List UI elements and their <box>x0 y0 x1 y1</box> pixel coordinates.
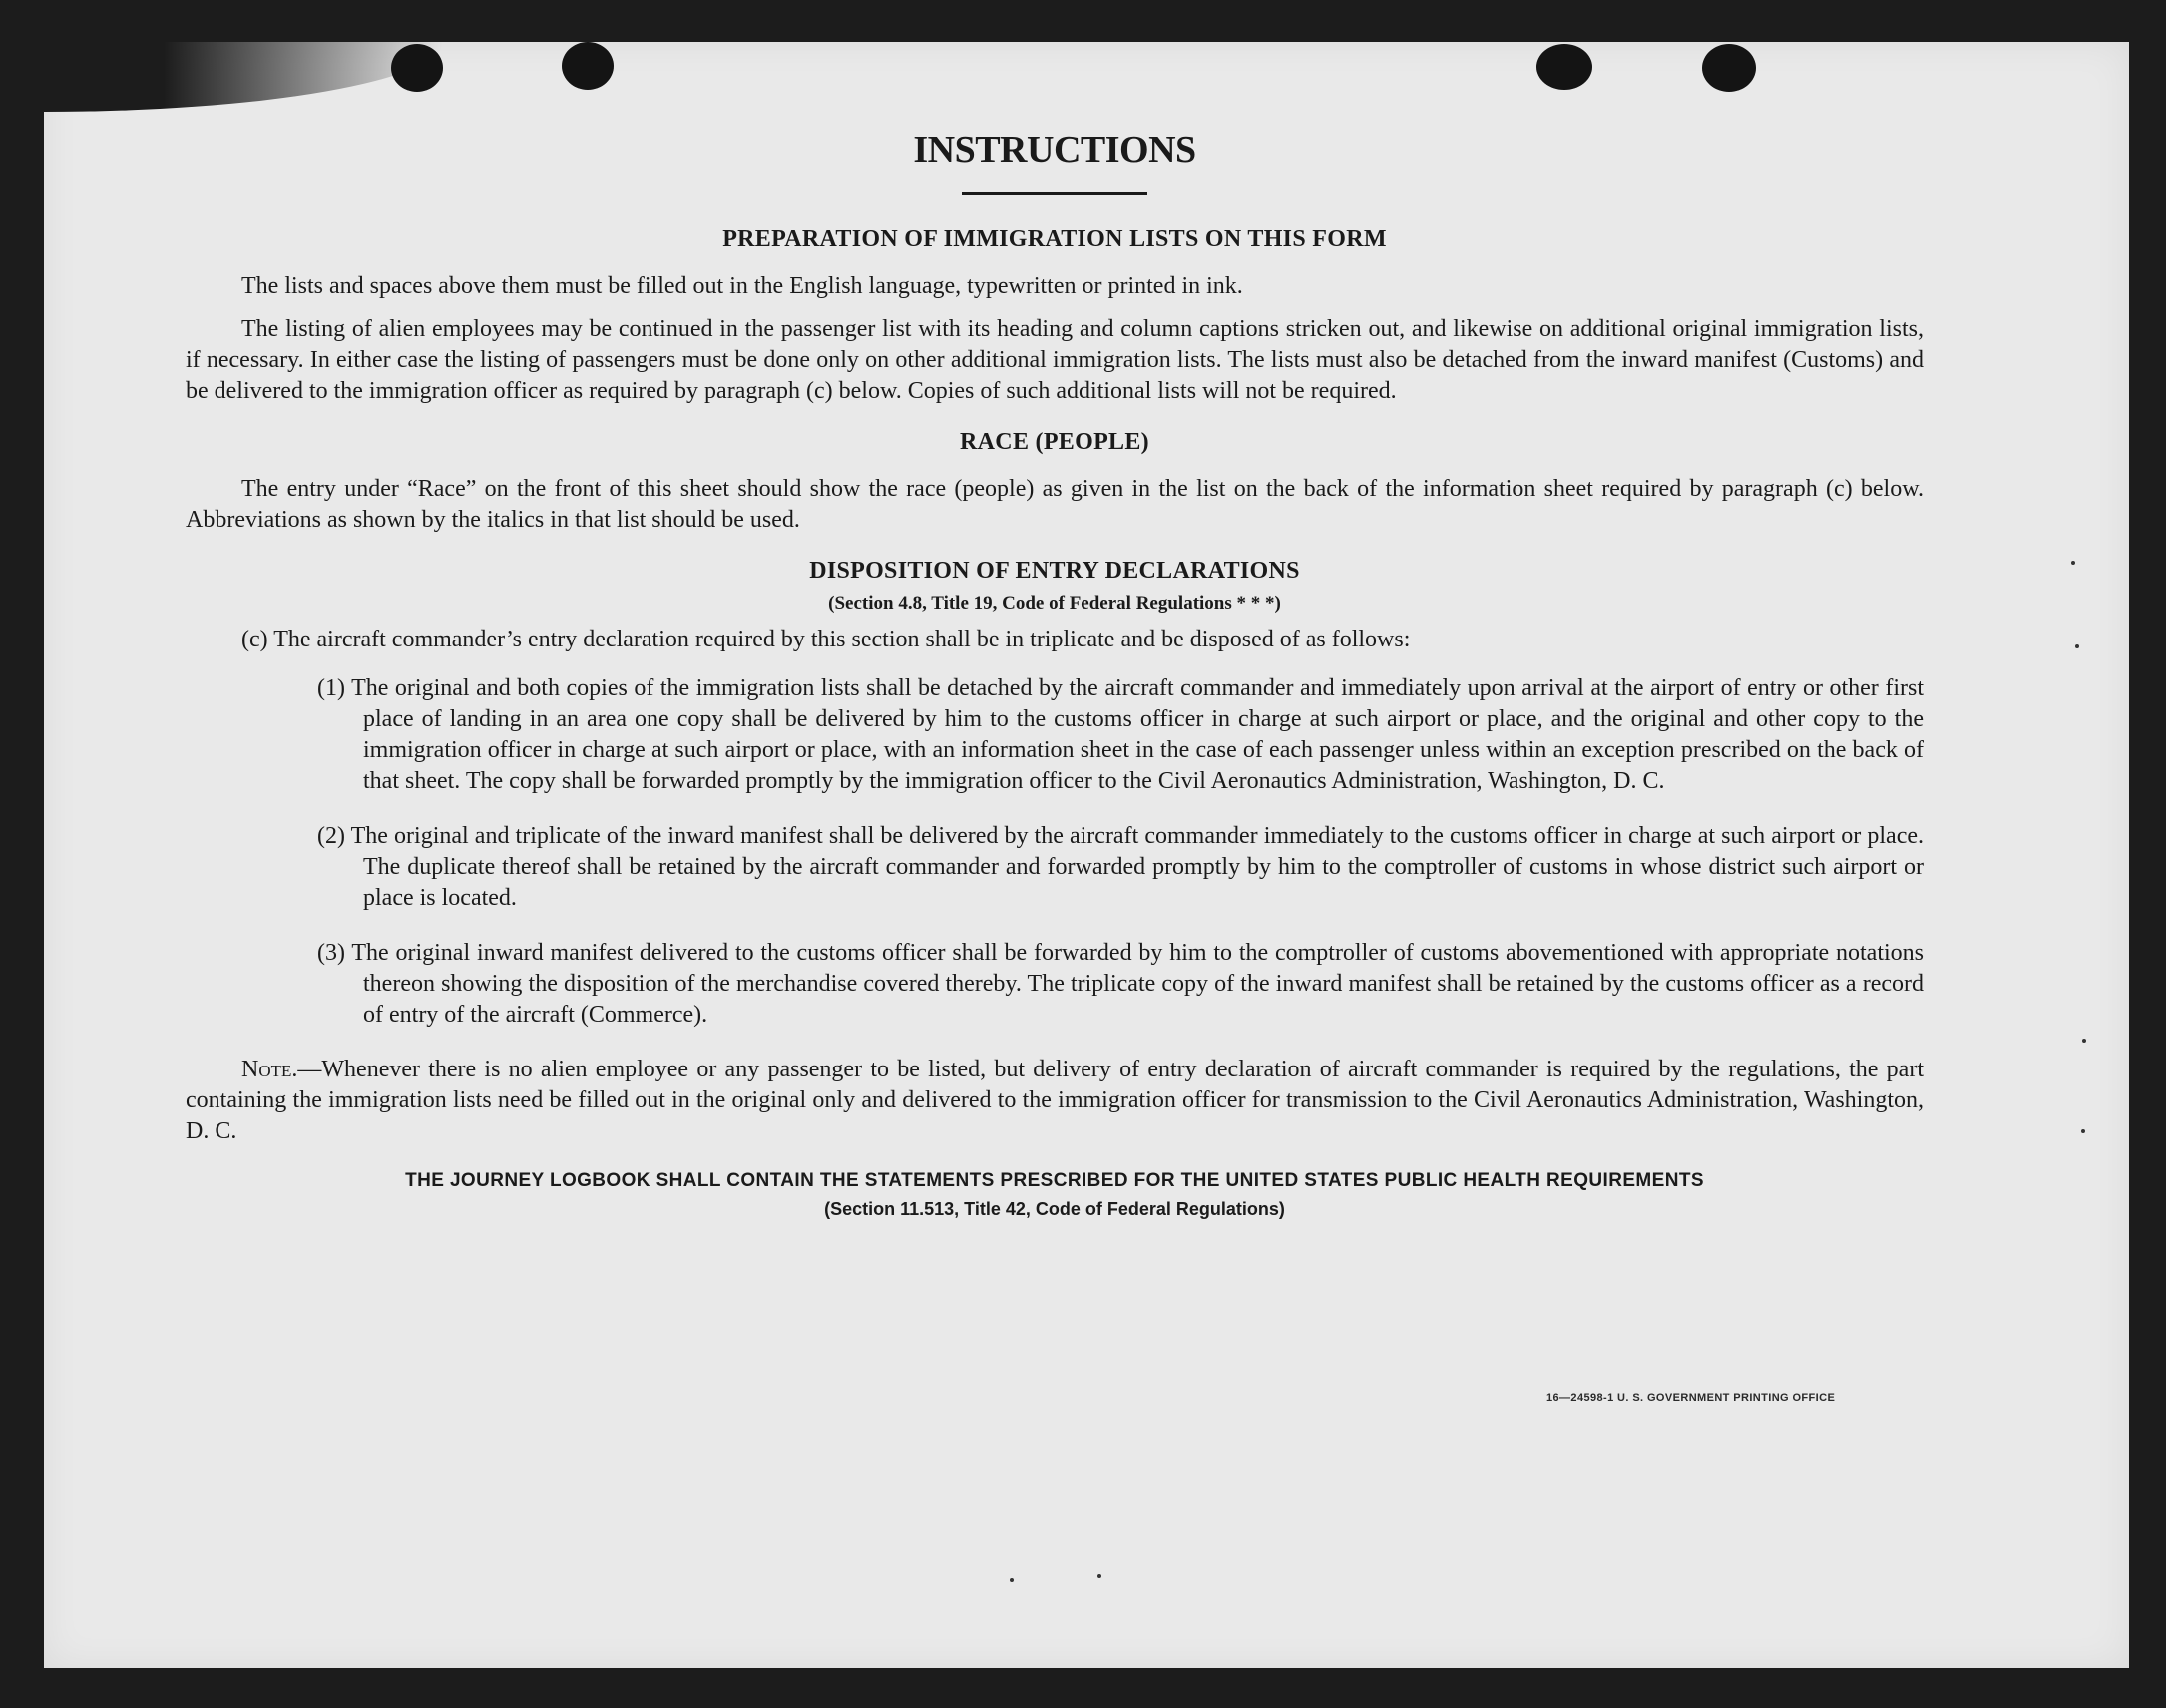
disposition-intro: (c) The aircraft commander’s entry declaration required by this section shall be in triplicate and be disposed of as follows: <box>241 626 1411 652</box>
disposition-citation: (Section 4.8, Title 19, Code of Federal Regulations * * *) <box>828 592 1281 614</box>
disposition-item-3: (3) The original inward manifest delivered to the customs officer shall be forwarded by him to the comptroller of customs abovementioned with appropriate notations thereon showing the disposition of the merchandise covered thereby. The triplicate copy of the inward manifest shall be retained by the customs officer as a record of entry of the aircraft (Commerce). <box>317 939 1924 1028</box>
speck <box>1097 1574 1101 1578</box>
printing-office-code: 16—24598-1 U. S. GOVERNMENT PRINTING OFFICE <box>1546 1392 1836 1404</box>
punch-hole-4 <box>1702 44 1756 92</box>
punch-hole-3 <box>1536 44 1592 90</box>
punch-hole-1 <box>391 44 443 92</box>
note-text: —Whenever there is no alien employee or any passenger to be listed, but delivery of entry declaration of aircraft commander is required by the regulations, the part containing the immigration lists need be filled out in the original only and delivered to the immigration officer for transmission to the Civil Aeronautics Administration, Washington, D. C. <box>186 1056 1924 1144</box>
note-paragraph <box>186 1055 1924 1147</box>
punch-hole-2 <box>562 42 614 90</box>
speck <box>2075 644 2079 648</box>
page-title: INSTRUCTIONS <box>913 129 1196 171</box>
health-requirements-line: THE JOURNEY LOGBOOK SHALL CONTAIN THE STATEMENTS PRESCRIBED FOR THE UNITED STATES PUBLIC HEALTH REQUIREMENTS <box>405 1169 1704 1191</box>
race-paragraph: The entry under “Race” on the front of this sheet should show the race (people) as given in the list on the back of the information sheet required by paragraph (c) below. Abbreviations as shown by the italics in that list should be used. <box>186 475 1924 533</box>
speck <box>1010 1578 1014 1582</box>
section-heading-race: RACE (PEOPLE) <box>960 428 1149 455</box>
speck <box>2082 1039 2086 1043</box>
note-label: Note. <box>241 1056 298 1082</box>
document-body <box>186 90 1924 1223</box>
speck <box>2081 1129 2085 1133</box>
health-citation: (Section 11.513, Title 42, Code of Federal Regulations) <box>824 1198 1285 1219</box>
title-rule <box>962 192 1147 195</box>
disposition-item-1: (1) The original and both copies of the immigration lists shall be detached by the aircraft commander and immediately upon arrival at the airport of entry or other first place of landing in an area one copy shall be delivered by him to the customs officer in charge at such airport or place, and the original and other copy to the immigration officer in charge at such airport or place, with an information sheet in the case of each passenger unless within an exception prescribed on the back of that sheet. The copy shall be forwarded promptly by the immigration officer to the Civil Aeronautics Administration, Washington, D. C. <box>317 674 1924 794</box>
speck <box>2071 561 2075 565</box>
section-heading-preparation: PREPARATION OF IMMIGRATION LISTS ON THIS FORM <box>722 225 1387 252</box>
section-heading-disposition: DISPOSITION OF ENTRY DECLARATIONS <box>809 557 1300 584</box>
preparation-paragraph-2: The listing of alien employees may be continued in the passenger list with its heading and column captions stricken out, and likewise on additional original immigration lists, if necessary. In either case the listing of passengers must be done only on other additional immigration lists. The lists must also be detached from the inward manifest (Customs) and be delivered to the immigration officer as required by paragraph (c) below. Copies of such additional lists will not be required. <box>186 315 1924 404</box>
disposition-item-2: (2) The original and triplicate of the inward manifest shall be delivered by the aircraft commander immediately to the customs officer in charge at such airport or place. The duplicate thereof shall be retained by the aircraft commander and forwarded promptly by him to the comptroller of customs in whose district such airport or place is located. <box>317 822 1924 911</box>
preparation-paragraph-1: The lists and spaces above them must be filled out in the English language, typewritten or printed in ink. <box>241 272 1243 299</box>
